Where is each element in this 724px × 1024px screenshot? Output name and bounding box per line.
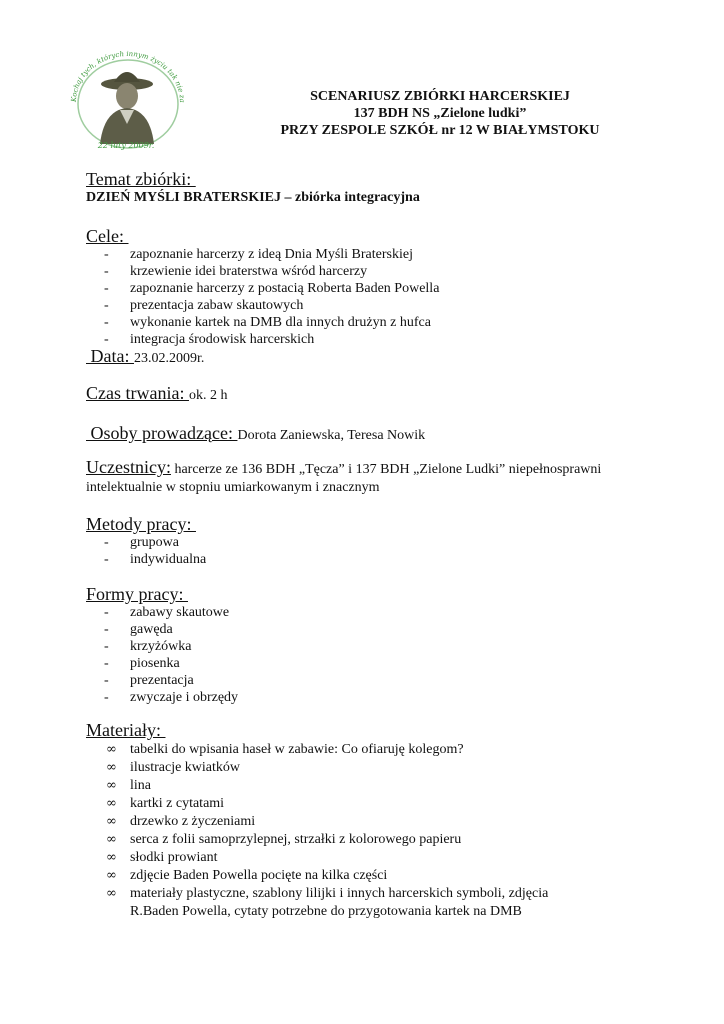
- list-item-text: kartki z cytatami: [130, 796, 225, 811]
- infinity-bullet-icon: ∞: [106, 868, 117, 883]
- baden-powell-portrait: [100, 72, 154, 144]
- list-item: [104, 246, 439, 263]
- list-item: [104, 314, 439, 331]
- list-item: [104, 741, 584, 759]
- infinity-bullet-icon: ∞: [106, 832, 117, 847]
- list-item-text: zwyczaje i obrzędy: [130, 690, 239, 705]
- list-item-text: integracja środowisk harcerskich: [130, 332, 315, 347]
- header-line-3: PRZY ZESPOLE SZKÓŁ nr 12 W BIAŁYMSTOKU: [280, 123, 600, 138]
- infinity-bullet-icon: ∞: [106, 850, 117, 865]
- cele-label: Cele:: [86, 226, 129, 246]
- list-item-text: ilustracje kwiatków: [130, 760, 241, 775]
- dash-bullet: -: [104, 622, 109, 637]
- list-item: [104, 280, 439, 297]
- list-item-text: zdjęcie Baden Powella pocięte na kilka części: [130, 868, 388, 883]
- list-item-text: drzewko z życzeniami: [130, 814, 256, 829]
- list-item: [104, 849, 584, 867]
- scout-logo: [64, 44, 192, 152]
- infinity-bullet-icon: ∞: [106, 742, 117, 757]
- list-item-text: tabelki do wpisania haseł w zabawie: Co ofiaruję kolegom?: [130, 742, 464, 757]
- list-item: [104, 621, 238, 638]
- dash-bullet: -: [104, 690, 109, 705]
- list-item: [104, 604, 238, 621]
- dash-bullet: -: [104, 656, 109, 671]
- list-item-text: piosenka: [130, 656, 180, 671]
- infinity-bullet-icon: ∞: [106, 886, 117, 901]
- dash-bullet: -: [104, 639, 109, 654]
- formy-label: Formy pracy:: [86, 584, 188, 604]
- list-item: [104, 831, 584, 849]
- metody-label: Metody pracy:: [86, 514, 196, 534]
- list-item: [104, 777, 584, 795]
- metody-list: [104, 534, 206, 568]
- dash-bullet: -: [104, 605, 109, 620]
- dash-bullet: -: [104, 535, 109, 550]
- dash-bullet: -: [104, 332, 109, 347]
- list-item-text: indywidualna: [130, 552, 207, 567]
- list-item: [104, 795, 584, 813]
- list-item: [104, 813, 584, 831]
- list-item: [104, 672, 238, 689]
- list-item-text: materiały plastyczne, szablony lilijki i innych harcerskich symboli, zdjęcia R.Baden Powella, cytaty potrzebne do przygotowania kartek na DMB: [130, 886, 549, 919]
- list-item: [104, 551, 206, 568]
- list-item-text: krzewienie idei braterstwa wśród harcerzy: [130, 264, 368, 279]
- header-line-1: SCENARIUSZ ZBIÓRKI HARCERSKIEJ: [310, 89, 570, 104]
- list-item: [104, 263, 439, 280]
- list-item-text: grupowa: [130, 535, 179, 550]
- temat-label: Temat zbiórki:: [86, 169, 196, 189]
- dash-bullet: -: [104, 315, 109, 330]
- czas-section: [86, 383, 227, 404]
- infinity-bullet-icon: ∞: [106, 796, 117, 811]
- list-item-text: zabawy skautowe: [130, 605, 230, 620]
- list-item-text: wykonanie kartek na DMB dla innych drużyn z hufca: [130, 315, 431, 330]
- uczestnicy-section: [86, 458, 646, 497]
- formy-list: [104, 604, 238, 706]
- list-item-text: serca z folii samoprzylepnej, strzałki z kolorowego papieru: [130, 832, 462, 847]
- data-value: 23.02.2009r.: [133, 351, 205, 366]
- infinity-bullet-icon: ∞: [106, 778, 117, 793]
- osoby-section: [86, 423, 425, 444]
- list-item: [104, 638, 238, 655]
- list-item-text: zapoznanie harcerzy z postacią Roberta Baden Powella: [130, 281, 440, 296]
- materialy-label: Materiały:: [86, 720, 166, 740]
- dash-bullet: -: [104, 673, 109, 688]
- list-item-text: słodki prowiant: [130, 850, 218, 865]
- logo-arc-text: Kochaj tych, których innym życiu tak nie za: [69, 49, 187, 103]
- list-item-text: prezentacja zabaw skautowych: [130, 298, 304, 313]
- uczestnicy-label: Uczestnicy:: [86, 457, 171, 477]
- czas-value: ok. 2 h: [188, 388, 228, 403]
- temat-value: DZIEŃ MYŚLI BRATERSKIEJ – zbiórka integracyjna: [86, 190, 420, 205]
- list-item: [104, 655, 238, 672]
- osoby-label: Osoby prowadzące:: [86, 423, 238, 443]
- list-item: [104, 759, 584, 777]
- dash-bullet: -: [104, 298, 109, 313]
- document-header: [200, 88, 680, 139]
- cele-list: [104, 246, 439, 348]
- list-item: [104, 885, 584, 921]
- data-section: [86, 346, 204, 367]
- header-line-2: 137 BDH NS „Zielone ludki”: [353, 106, 527, 121]
- list-item: [104, 689, 238, 706]
- dash-bullet: -: [104, 552, 109, 567]
- materialy-list: [104, 741, 584, 921]
- osoby-value: Dorota Zaniewska, Teresa Nowik: [237, 428, 426, 443]
- list-item-text: krzyżówka: [130, 639, 192, 654]
- list-item: [104, 297, 439, 314]
- dash-bullet: -: [104, 264, 109, 279]
- data-label: Data:: [86, 346, 134, 366]
- list-item-text: lina: [130, 778, 151, 793]
- list-item: [104, 534, 206, 551]
- list-item: [104, 867, 584, 885]
- list-item-text: gawęda: [130, 622, 173, 637]
- dash-bullet: -: [104, 281, 109, 296]
- czas-label: Czas trwania:: [86, 383, 189, 403]
- infinity-bullet-icon: ∞: [106, 814, 117, 829]
- logo-date-text: 22 luty 2009r.: [97, 141, 155, 150]
- list-item-text: zapoznanie harcerzy z ideą Dnia Myśli Braterskiej: [130, 247, 413, 262]
- list-item-text: prezentacja: [130, 673, 194, 688]
- scout-portrait-image: [64, 44, 192, 152]
- dash-bullet: -: [104, 247, 109, 262]
- uczestnicy-value: harcerze ze 136 BDH „Tęcza” i 137 BDH „Zielone Ludki” niepełnosprawni intelektualnie w stopniu umiarkowanym i znacznym: [86, 462, 602, 495]
- infinity-bullet-icon: ∞: [106, 760, 117, 775]
